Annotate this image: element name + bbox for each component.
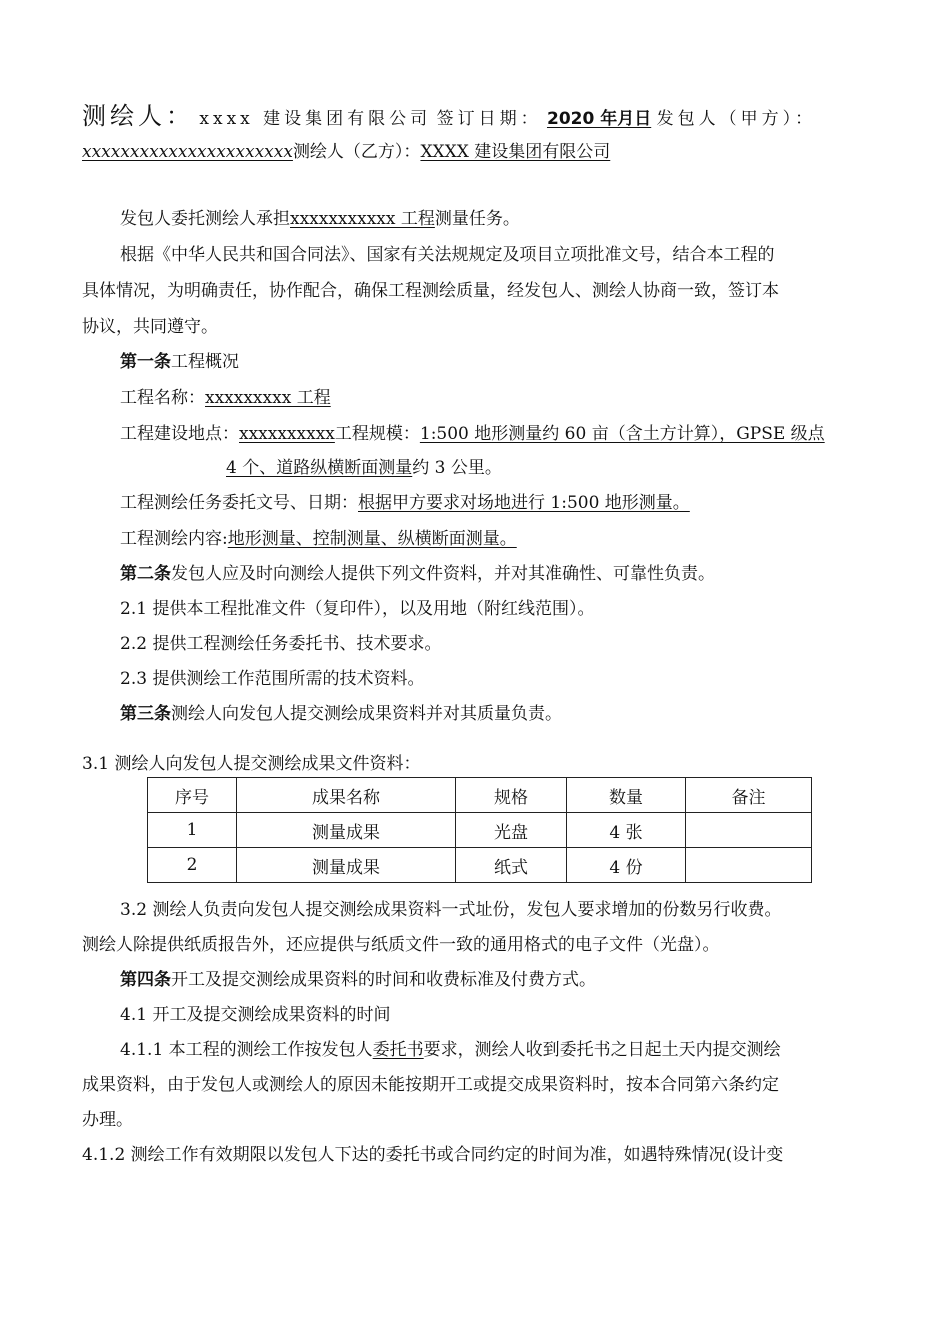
project-site-label: 工程建设地点： xyxy=(120,424,239,444)
party-a-label: 发包人（甲方）： xyxy=(656,109,817,129)
party-b-label: 测绘人（乙方）： xyxy=(292,142,421,162)
intro-text-end: 测量任务。 xyxy=(434,209,520,229)
project-scale-value-3: 约 3 公里。 xyxy=(412,458,502,478)
table-header-cell: 备注 xyxy=(686,778,812,813)
article-4-sub-12: 4.1.2 测绘工作有效期限以发包人下达的委托书或合同约定的时间为准，如遇特殊情况(设计变 xyxy=(82,1145,784,1165)
article-1-heading xyxy=(120,350,239,374)
article-4-sub-11-text: 4.1.1 本工程的测绘工作按发包人 xyxy=(120,1040,373,1060)
project-scale-label: 工程规模： xyxy=(334,424,420,444)
project-scale-row-2 xyxy=(226,456,502,480)
article-2-item: 2.2 提供工程测绘任务委托书、技术要求。 xyxy=(120,634,442,654)
party-a-value: xxxxxxxxxxxxxxxxxxxxxx xyxy=(82,142,293,162)
article-4-heading xyxy=(120,968,596,992)
article-3-title: 测绘人向发包人提交测绘成果资料并对其质量负责。 xyxy=(171,704,562,724)
table-row xyxy=(148,813,812,848)
table-cell xyxy=(686,848,812,883)
article-2-title: 发包人应及时向测绘人提供下列文件资料，并对其准确性、可靠性负责。 xyxy=(171,564,715,584)
intro-text: 发包人委托测绘人承担 xyxy=(120,209,290,229)
article-4-sub-11-line-2: 成果资料，由于发包人或测绘人的原因未能按期开工或提交成果资料时，按本合同第六条约定 xyxy=(82,1075,779,1095)
article-1-number: 第一条 xyxy=(120,352,171,372)
task-value: 根据甲方要求对场地进行 1:500 地形测量。 xyxy=(358,493,690,513)
article-3-sub-2-line-2: 测绘人除提供纸质报告外，还应提供与纸质文件一致的通用格式的电子文件（光盘）。 xyxy=(82,935,720,955)
sign-date-value: 2020 年月日 xyxy=(546,109,652,129)
intro-project-name: xxxxxxxxxxx 工程 xyxy=(290,209,435,229)
article-2-item: 2.1 提供本工程批准文件（复印件），以及用地（附红线范围）。 xyxy=(120,599,595,619)
deliverables-table xyxy=(147,777,812,883)
article-2-item: 2.3 提供测绘工作范围所需的技术资料。 xyxy=(120,669,425,689)
header-line-2 xyxy=(82,140,610,164)
table-header-cell: 序号 xyxy=(148,778,237,813)
table-cell: 纸式 xyxy=(456,848,567,883)
content-label: 工程测绘内容: xyxy=(120,529,228,549)
article-4-sub-11-line-3: 办理。 xyxy=(82,1110,133,1130)
project-name-row xyxy=(120,386,331,410)
table-header-cell: 数量 xyxy=(567,778,686,813)
article-3-sub-1: 3.1 测绘人向发包人提交测绘成果文件资料： xyxy=(82,754,421,774)
table-header-cell: 成果名称 xyxy=(237,778,456,813)
article-4-title: 开工及提交测绘成果资料的时间和收费标准及付费方式。 xyxy=(171,970,596,990)
article-3-heading xyxy=(120,702,562,726)
article-4-sub-11-text-end: 要求，测绘人收到委托书之日起土天内提交测绘 xyxy=(423,1040,781,1060)
intro-paragraph-2-line-2: 具体情况，为明确责任，协作配合，确保工程测绘质量，经发包人、测绘人协商一致，签订本 xyxy=(82,281,779,301)
article-3-sub-2-line-1: 3.2 测绘人负责向发包人提交测绘成果资料一式址份，发包人要求增加的份数另行收费。 xyxy=(120,900,782,920)
surveyor-name: xxxx 建设集团有限公司 xyxy=(199,109,432,129)
intro-paragraph-2-line-1: 根据《中华人民共和国合同法》、国家有关法规规定及项目立项批准文号，结合本工程的 xyxy=(120,245,775,265)
header-line-1 xyxy=(82,101,816,134)
intro-paragraph-2-line-3: 协议，共同遵守。 xyxy=(82,317,218,337)
table-header-cell: 规格 xyxy=(456,778,567,813)
table-cell: 4 张 xyxy=(567,813,686,848)
table-cell: 测量成果 xyxy=(237,848,456,883)
project-scale-value: 1:500 地形测量约 60 亩（含土方计算），GPSE 级点 xyxy=(419,424,825,444)
task-row xyxy=(120,491,690,515)
party-b-value: XXXX 建设集团有限公司 xyxy=(420,142,611,162)
project-scale-value-2: 4 个、道路纵横断面测量 xyxy=(226,458,413,478)
article-3-number: 第三条 xyxy=(120,704,171,724)
article-1-title: 工程概况 xyxy=(171,352,239,372)
content-row xyxy=(120,527,517,551)
article-4-sub-1: 4.1 开工及提交测绘成果资料的时间 xyxy=(120,1005,391,1025)
project-name-label: 工程名称： xyxy=(120,388,205,408)
commission-letter: 委托书 xyxy=(372,1040,424,1060)
surveyor-label: 测绘人： xyxy=(82,102,194,130)
project-site-row xyxy=(120,422,825,446)
table-cell: 2 xyxy=(148,848,237,883)
article-2-number: 第二条 xyxy=(120,564,171,584)
project-site-value: xxxxxxxxxx xyxy=(239,424,335,444)
article-2-heading xyxy=(120,562,715,586)
table-cell: 1 xyxy=(148,813,237,848)
table-cell: 光盘 xyxy=(456,813,567,848)
sign-date-label: 签订日期： xyxy=(436,109,542,129)
table-cell: 测量成果 xyxy=(237,813,456,848)
intro-paragraph-1 xyxy=(120,207,520,231)
article-4-sub-11-line-1 xyxy=(120,1038,781,1062)
task-label: 工程测绘任务委托文号、日期： xyxy=(120,493,358,513)
article-4-number: 第四条 xyxy=(120,970,171,990)
table-row xyxy=(148,848,812,883)
table-cell xyxy=(686,813,812,848)
table-header-row xyxy=(148,778,812,813)
table-cell: 4 份 xyxy=(567,848,686,883)
project-name-value: xxxxxxxxx 工程 xyxy=(205,388,331,408)
content-value: 地形测量、控制测量、纵横断面测量。 xyxy=(227,529,517,549)
